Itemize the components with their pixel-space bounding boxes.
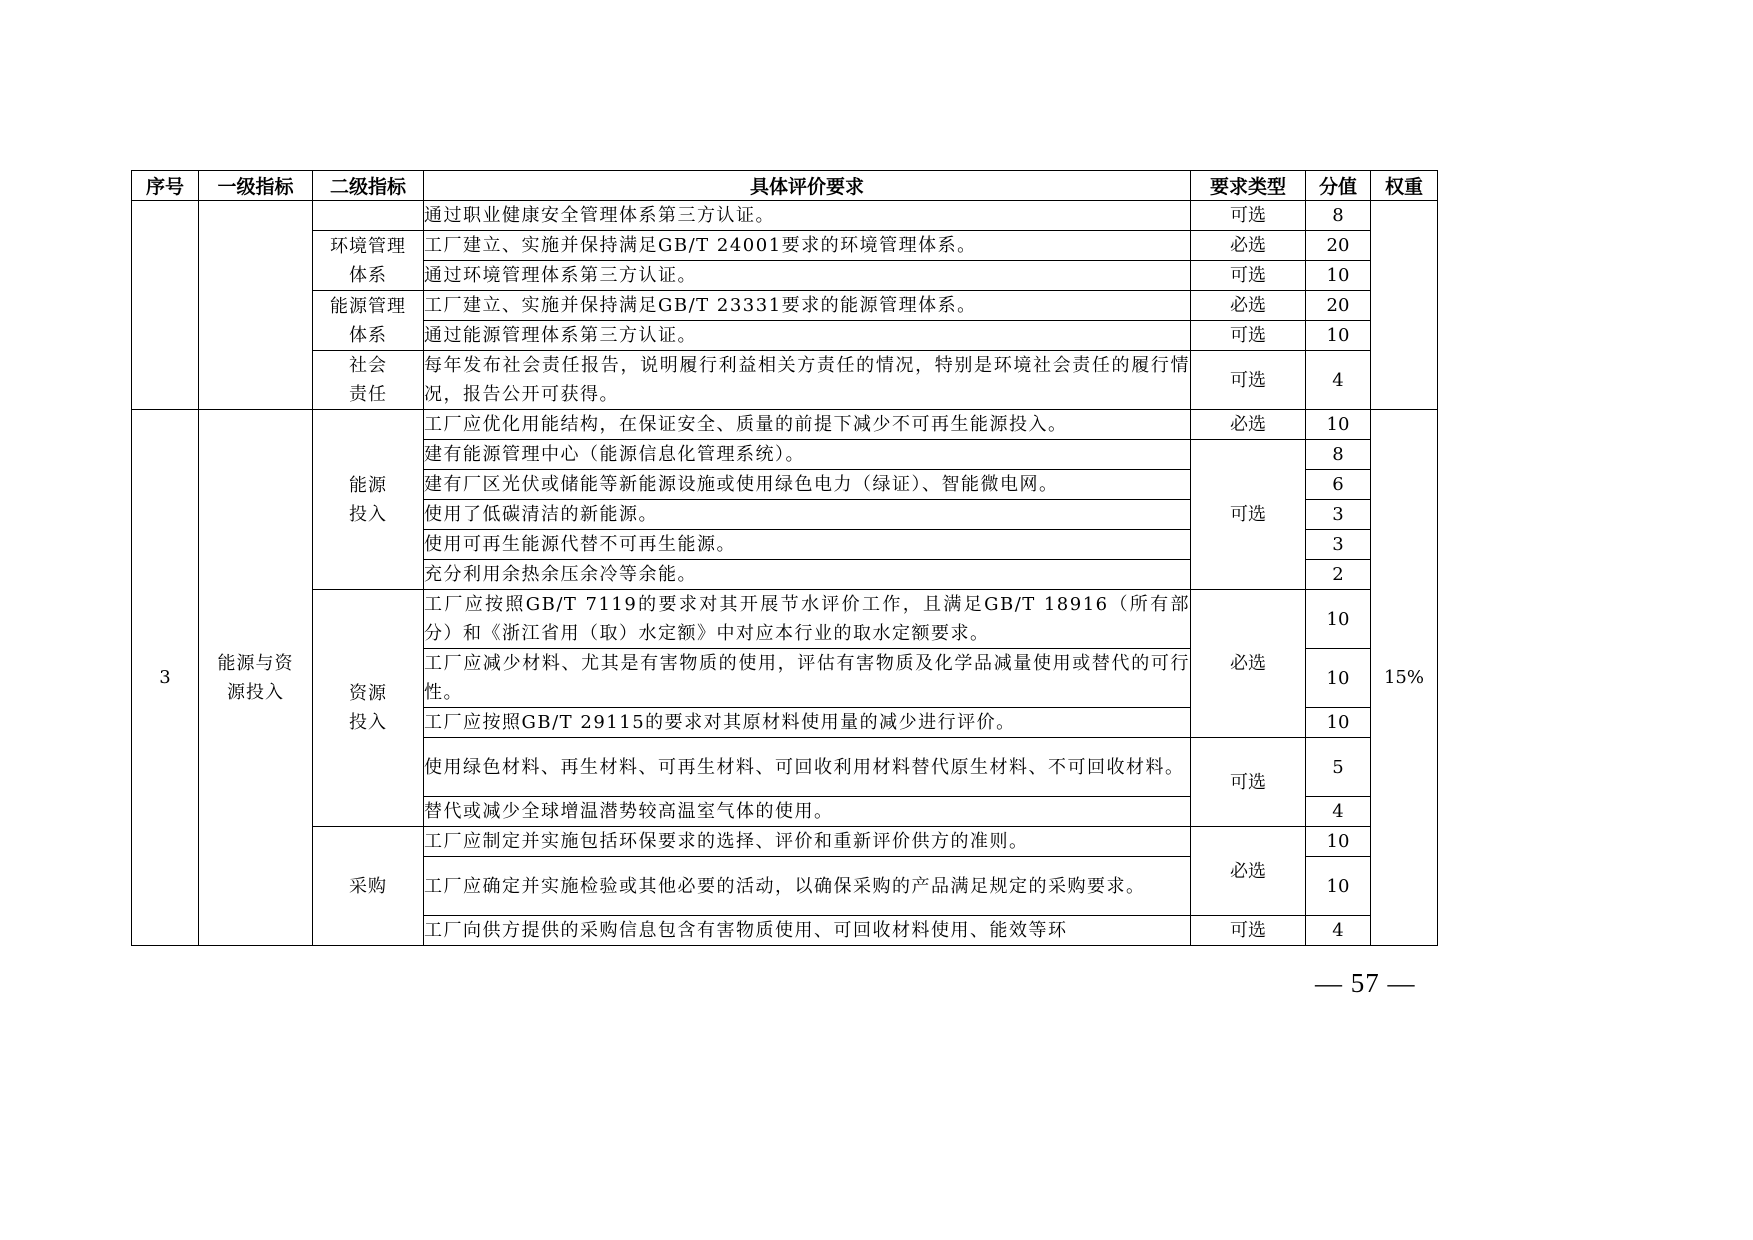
level2-energy-input-label: 能源 投入 [349, 474, 387, 525]
weight-cell: 15% [1371, 410, 1438, 946]
table-header-row [132, 171, 1438, 201]
table-row [132, 201, 1438, 231]
score-cell: 10 [1306, 649, 1371, 708]
level2-resource-input-label: 资源 投入 [349, 683, 387, 733]
score-cell: 4 [1306, 916, 1371, 946]
requirement-cell: 替代或减少全球增温潜势较高温室气体的使用。 [424, 797, 1191, 827]
seq-cell: 3 [132, 410, 199, 946]
requirement-cell: 每年发布社会责任报告，说明履行利益相关方责任的情况，特别是环境社会责任的履行情况，报告公开可获得。 [424, 351, 1191, 410]
score-cell: 10 [1306, 708, 1371, 738]
score-cell: 2 [1306, 560, 1371, 590]
score-cell: 3 [1306, 530, 1371, 560]
requirement-cell: 工厂应优化用能结构，在保证安全、质量的前提下减少不可再生能源投入。 [424, 410, 1191, 440]
score-cell: 4 [1306, 797, 1371, 827]
score-cell: 10 [1306, 410, 1371, 440]
page-number: — 57 — [1315, 968, 1416, 998]
level2-social [313, 351, 424, 410]
requirement-cell: 工厂应减少材料、尤其是有害物质的使用，评估有害物质及化学品减量使用或替代的可行性。 [424, 649, 1191, 708]
requirement-cell: 充分利用余热余压余冷等余能。 [424, 560, 1191, 590]
requirement-cell: 通过环境管理体系第三方认证。 [424, 261, 1191, 291]
level1-cell-prev [199, 201, 313, 410]
type-cell: 可选 [1191, 321, 1306, 351]
type-cell: 可选 [1191, 916, 1306, 946]
level2-social-label: 社会 责任 [349, 355, 387, 405]
evaluation-table [131, 170, 1438, 946]
requirement-cell: 使用了低碳清洁的新能源。 [424, 500, 1191, 530]
requirement-cell: 工厂应确定并实施检验或其他必要的活动，以确保采购的产品满足规定的采购要求。 [424, 857, 1191, 916]
table-row [132, 291, 1438, 321]
table-row [132, 231, 1438, 261]
level1-label: 能源与资 源投入 [217, 652, 294, 703]
score-cell: 4 [1306, 351, 1371, 410]
header-weight: 权重 [1371, 171, 1438, 201]
header-type: 要求类型 [1191, 171, 1306, 201]
requirement-cell: 工厂应按照GB/T 29115的要求对其原材料使用量的减少进行评价。 [424, 708, 1191, 738]
type-cell: 必选 [1191, 291, 1306, 321]
header-level1: 一级指标 [199, 171, 313, 201]
type-cell: 必选 [1191, 590, 1306, 738]
type-cell: 可选 [1191, 738, 1306, 827]
score-cell: 10 [1306, 590, 1371, 649]
type-cell: 可选 [1191, 261, 1306, 291]
type-cell: 必选 [1191, 827, 1306, 916]
header-score: 分值 [1306, 171, 1371, 201]
level1-cell [199, 410, 313, 946]
type-cell: 可选 [1191, 351, 1306, 410]
level2-env-mgmt-label: 环境管理 体系 [330, 235, 406, 286]
requirement-cell: 使用可再生能源代替不可再生能源。 [424, 530, 1191, 560]
header-requirement: 具体评价要求 [424, 171, 1191, 201]
requirement-cell: 工厂应制定并实施包括环保要求的选择、评价和重新评价供方的准则。 [424, 827, 1191, 857]
requirement-cell: 通过职业健康安全管理体系第三方认证。 [424, 201, 1191, 231]
level2-purchase: 采购 [313, 827, 424, 946]
level2-resource-input [313, 590, 424, 827]
score-cell: 5 [1306, 738, 1371, 797]
seq-cell-prev [132, 201, 199, 410]
level2-energy-mgmt-label: 能源管理 体系 [330, 295, 406, 346]
requirement-cell: 工厂建立、实施并保持满足GB/T 23331要求的能源管理体系。 [424, 291, 1191, 321]
type-cell: 可选 [1191, 440, 1306, 590]
header-seq: 序号 [132, 171, 199, 201]
level2-energy-mgmt [313, 291, 424, 351]
score-cell: 3 [1306, 500, 1371, 530]
requirement-cell: 建有能源管理中心（能源信息化管理系统）。 [424, 440, 1191, 470]
table-row [132, 590, 1438, 649]
requirement-cell: 使用绿色材料、再生材料、可再生材料、可回收利用材料替代原生材料、不可回收材料。 [424, 738, 1191, 797]
requirement-cell: 工厂建立、实施并保持满足GB/T 24001要求的环境管理体系。 [424, 231, 1191, 261]
type-cell: 可选 [1191, 201, 1306, 231]
score-cell: 8 [1306, 201, 1371, 231]
level2-energy-input [313, 410, 424, 590]
score-cell: 10 [1306, 321, 1371, 351]
score-cell: 10 [1306, 261, 1371, 291]
type-cell: 必选 [1191, 410, 1306, 440]
requirement-cell: 通过能源管理体系第三方认证。 [424, 321, 1191, 351]
requirement-cell: 建有厂区光伏或储能等新能源设施或使用绿色电力（绿证）、智能微电网。 [424, 470, 1191, 500]
score-cell: 10 [1306, 857, 1371, 916]
score-cell: 6 [1306, 470, 1371, 500]
score-cell: 10 [1306, 827, 1371, 857]
table-row [132, 827, 1438, 857]
score-cell: 20 [1306, 231, 1371, 261]
header-level2: 二级指标 [313, 171, 424, 201]
requirement-cell: 工厂向供方提供的采购信息包含有害物质使用、可回收材料使用、能效等环 [424, 916, 1191, 946]
score-cell: 20 [1306, 291, 1371, 321]
table-row [132, 410, 1438, 440]
type-cell: 必选 [1191, 231, 1306, 261]
level2-cell-ohs [313, 201, 424, 231]
requirement-cell: 工厂应按照GB/T 7119的要求对其开展节水评价工作，且满足GB/T 18916（所有部分）和《浙江省用（取）水定额》中对应本行业的取水定额要求。 [424, 590, 1191, 649]
table-row [132, 351, 1438, 410]
level2-env-mgmt [313, 231, 424, 291]
score-cell: 8 [1306, 440, 1371, 470]
weight-cell-prev [1371, 201, 1438, 410]
